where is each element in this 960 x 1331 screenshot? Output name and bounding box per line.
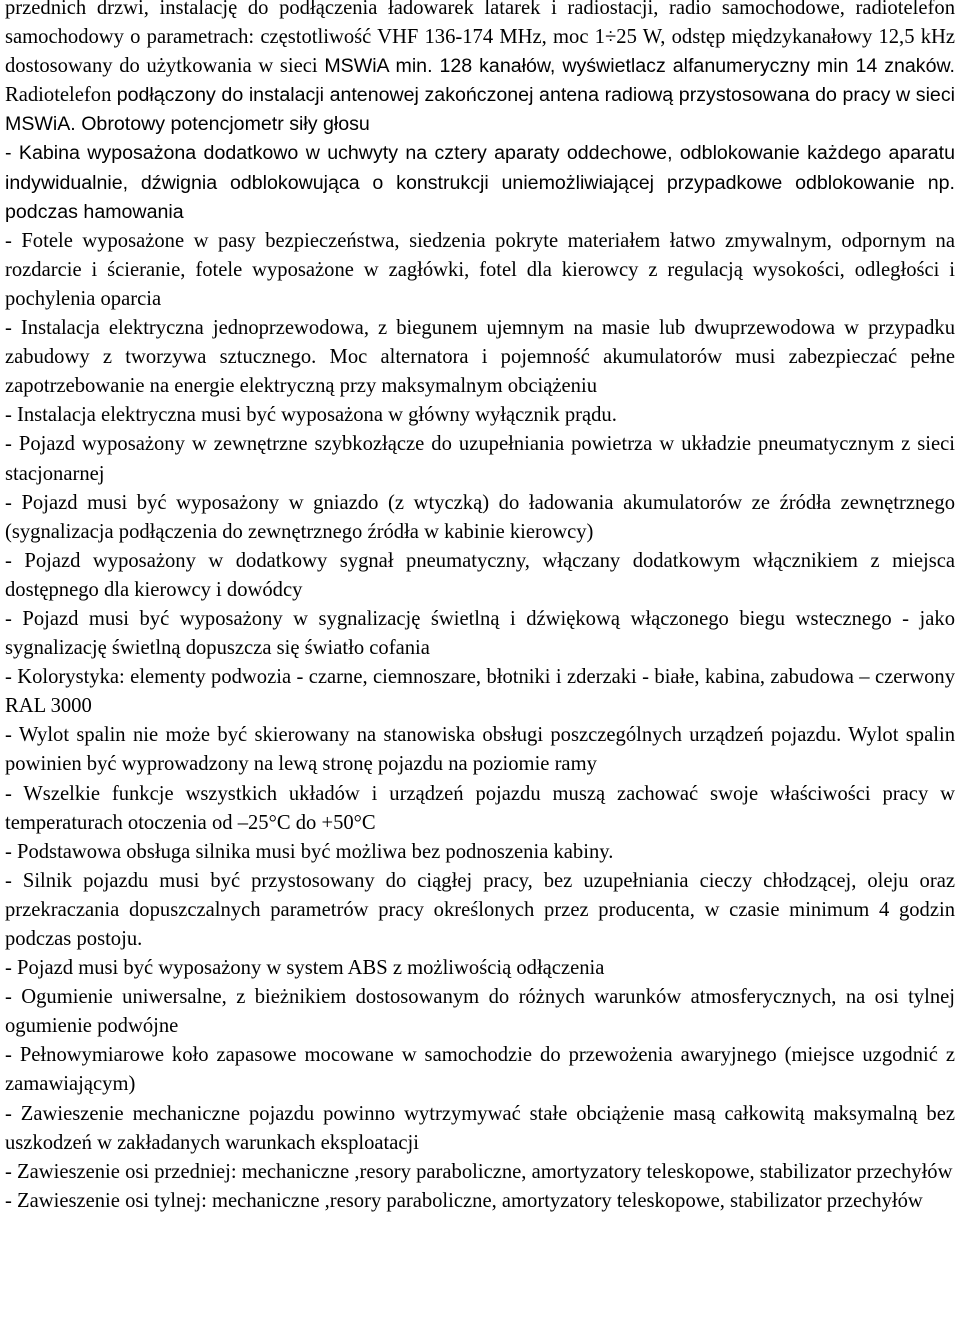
- text-run: przednich drzwi, instalację do podłączenia ładowarek latarek i radiostacji, radio samochodowe, radiotelefon samochodowy o parametrach: częstotliwość VHF 136-174 MHz, moc 1÷25 W, odstęp międzykanałowy 12,5 kHz dostosowany do użytkowania w sieci: [5, 0, 955, 78]
- text-run: Radiotelefon: [5, 84, 117, 107]
- paragraph: - Wszelkie funkcje wszystkich układów i urządzeń pojazdu muszą zachować swoje właściwości pracy w temperaturach otoczenia od –25°C do +50°C: [5, 782, 955, 834]
- paragraph: - Pojazd wyposażony w dodatkowy sygnał pneumatyczny, włączany dodatkowym włącznikiem z miejsca dostępnego dla kierowcy i dowódcy: [5, 549, 955, 601]
- paragraph: [5, 0, 955, 139]
- paragraph: - Silnik pojazdu musi być przystosowany do ciągłej pracy, bez uzupełniania cieczy chłodzącej, oleju oraz przekraczania dopuszczalnych parametrów pracy określonych przez producenta, w czasie minimum 4 godzin podczas postoju.: [5, 869, 955, 950]
- paragraph: - Podstawowa obsługa silnika musi być możliwa bez podnoszenia kabiny.: [5, 840, 614, 863]
- paragraph: - Kabina wyposażona dodatkowo w uchwyty na cztery aparaty oddechowe, odblokowanie każdego aparatu indywidualnie, dźwignia odblokowująca o konstrukcji uniemożliwiającej przypadkowe odblokowanie np. podczas hamowania: [5, 142, 955, 223]
- paragraph: - Wylot spalin nie może być skierowany na stanowiska obsługi poszczególnych urządzeń pojazdu. Wylot spalin powinien być wyprowadzony na lewą stronę pojazdu na poziomie ramy: [5, 724, 955, 776]
- paragraph: - Fotele wyposażone w pasy bezpieczeństwa, siedzenia pokryte materiałem łatwo zmywalnym, odpornym na rozdarcie i ścieranie, fotele wyposażone w zagłówki, fotel dla kierowcy z regulacją wysokości, odległości i pochylenia oparcia: [5, 229, 955, 310]
- text-run: podłączony do instalacji antenowej zakończonej antena radiową przystosowana do pracy w sieci MSWiA.: [5, 84, 955, 136]
- paragraph: - Instalacja elektryczna jednoprzewodowa, z biegunem ujemnym na masie lub dwuprzewodowa w przypadku zabudowy z tworzywa sztucznego. Moc alternatora i pojemność akumulatorów musi zabezpieczać pełne zapotrzebowanie na energie elektryczną przy maksymalnym obciążeniu: [5, 317, 955, 398]
- paragraph: - Zawieszenie mechaniczne pojazdu powinno wytrzymywać stałe obciążenie masą całkowitą maksymalną bez uszkodzeń w zakładanych warunkach eksploatacji: [5, 1102, 955, 1154]
- paragraph: - Zawieszenie osi tylnej: mechaniczne ,resory paraboliczne, amortyzatory teleskopowe, stabilizator przechyłów: [5, 1189, 923, 1212]
- paragraph: - Instalacja elektryczna musi być wyposażona w główny wyłącznik prądu.: [5, 404, 617, 427]
- text-run: MSWiA min. 128 kanałów, wyświetlacz alfanumeryczny min 14 znaków.: [324, 55, 955, 78]
- text-run: Obrotowy potencjometr siły głosu: [75, 113, 370, 136]
- paragraph: - Zawieszenie osi przedniej: mechaniczne ,resory paraboliczne, amortyzatory teleskopowe, stabilizator przechyłów: [5, 1160, 953, 1183]
- paragraph: - Pojazd musi być wyposażony w gniazdo (z wtyczką) do ładowania akumulatorów ze źródła zewnętrznego (sygnalizacja podłączenia do zewnętrznego źródła w kabinie kierowcy): [5, 491, 955, 543]
- paragraph: - Ogumienie uniwersalne, z bieżnikiem dostosowanym do różnych warunków atmosferycznych, na osi tylnej ogumienie podwójne: [5, 986, 955, 1038]
- paragraph: - Pojazd musi być wyposażony w system ABS z możliwością odłączenia: [5, 957, 605, 980]
- paragraph: - Kolorystyka: elementy podwozia - czarne, ciemnoszare, błotniki i zderzaki - białe, kabina, zabudowa – czerwony RAL 3000: [5, 666, 955, 718]
- paragraph: - Pełnowymiarowe koło zapasowe mocowane w samochodzie do przewożenia awaryjnego (miejsce uzgodnić z zamawiającym): [5, 1044, 955, 1096]
- paragraph: - Pojazd wyposażony w zewnętrzne szybkozłącze do uzupełniania powietrza w układzie pneumatycznym z sieci stacjonarnej: [5, 433, 955, 485]
- paragraph: - Pojazd musi być wyposażony w sygnalizację świetlną i dźwiękową włączonego biegu wstecznego - jako sygnalizację świetlną dopuszcza się światło cofania: [5, 607, 955, 660]
